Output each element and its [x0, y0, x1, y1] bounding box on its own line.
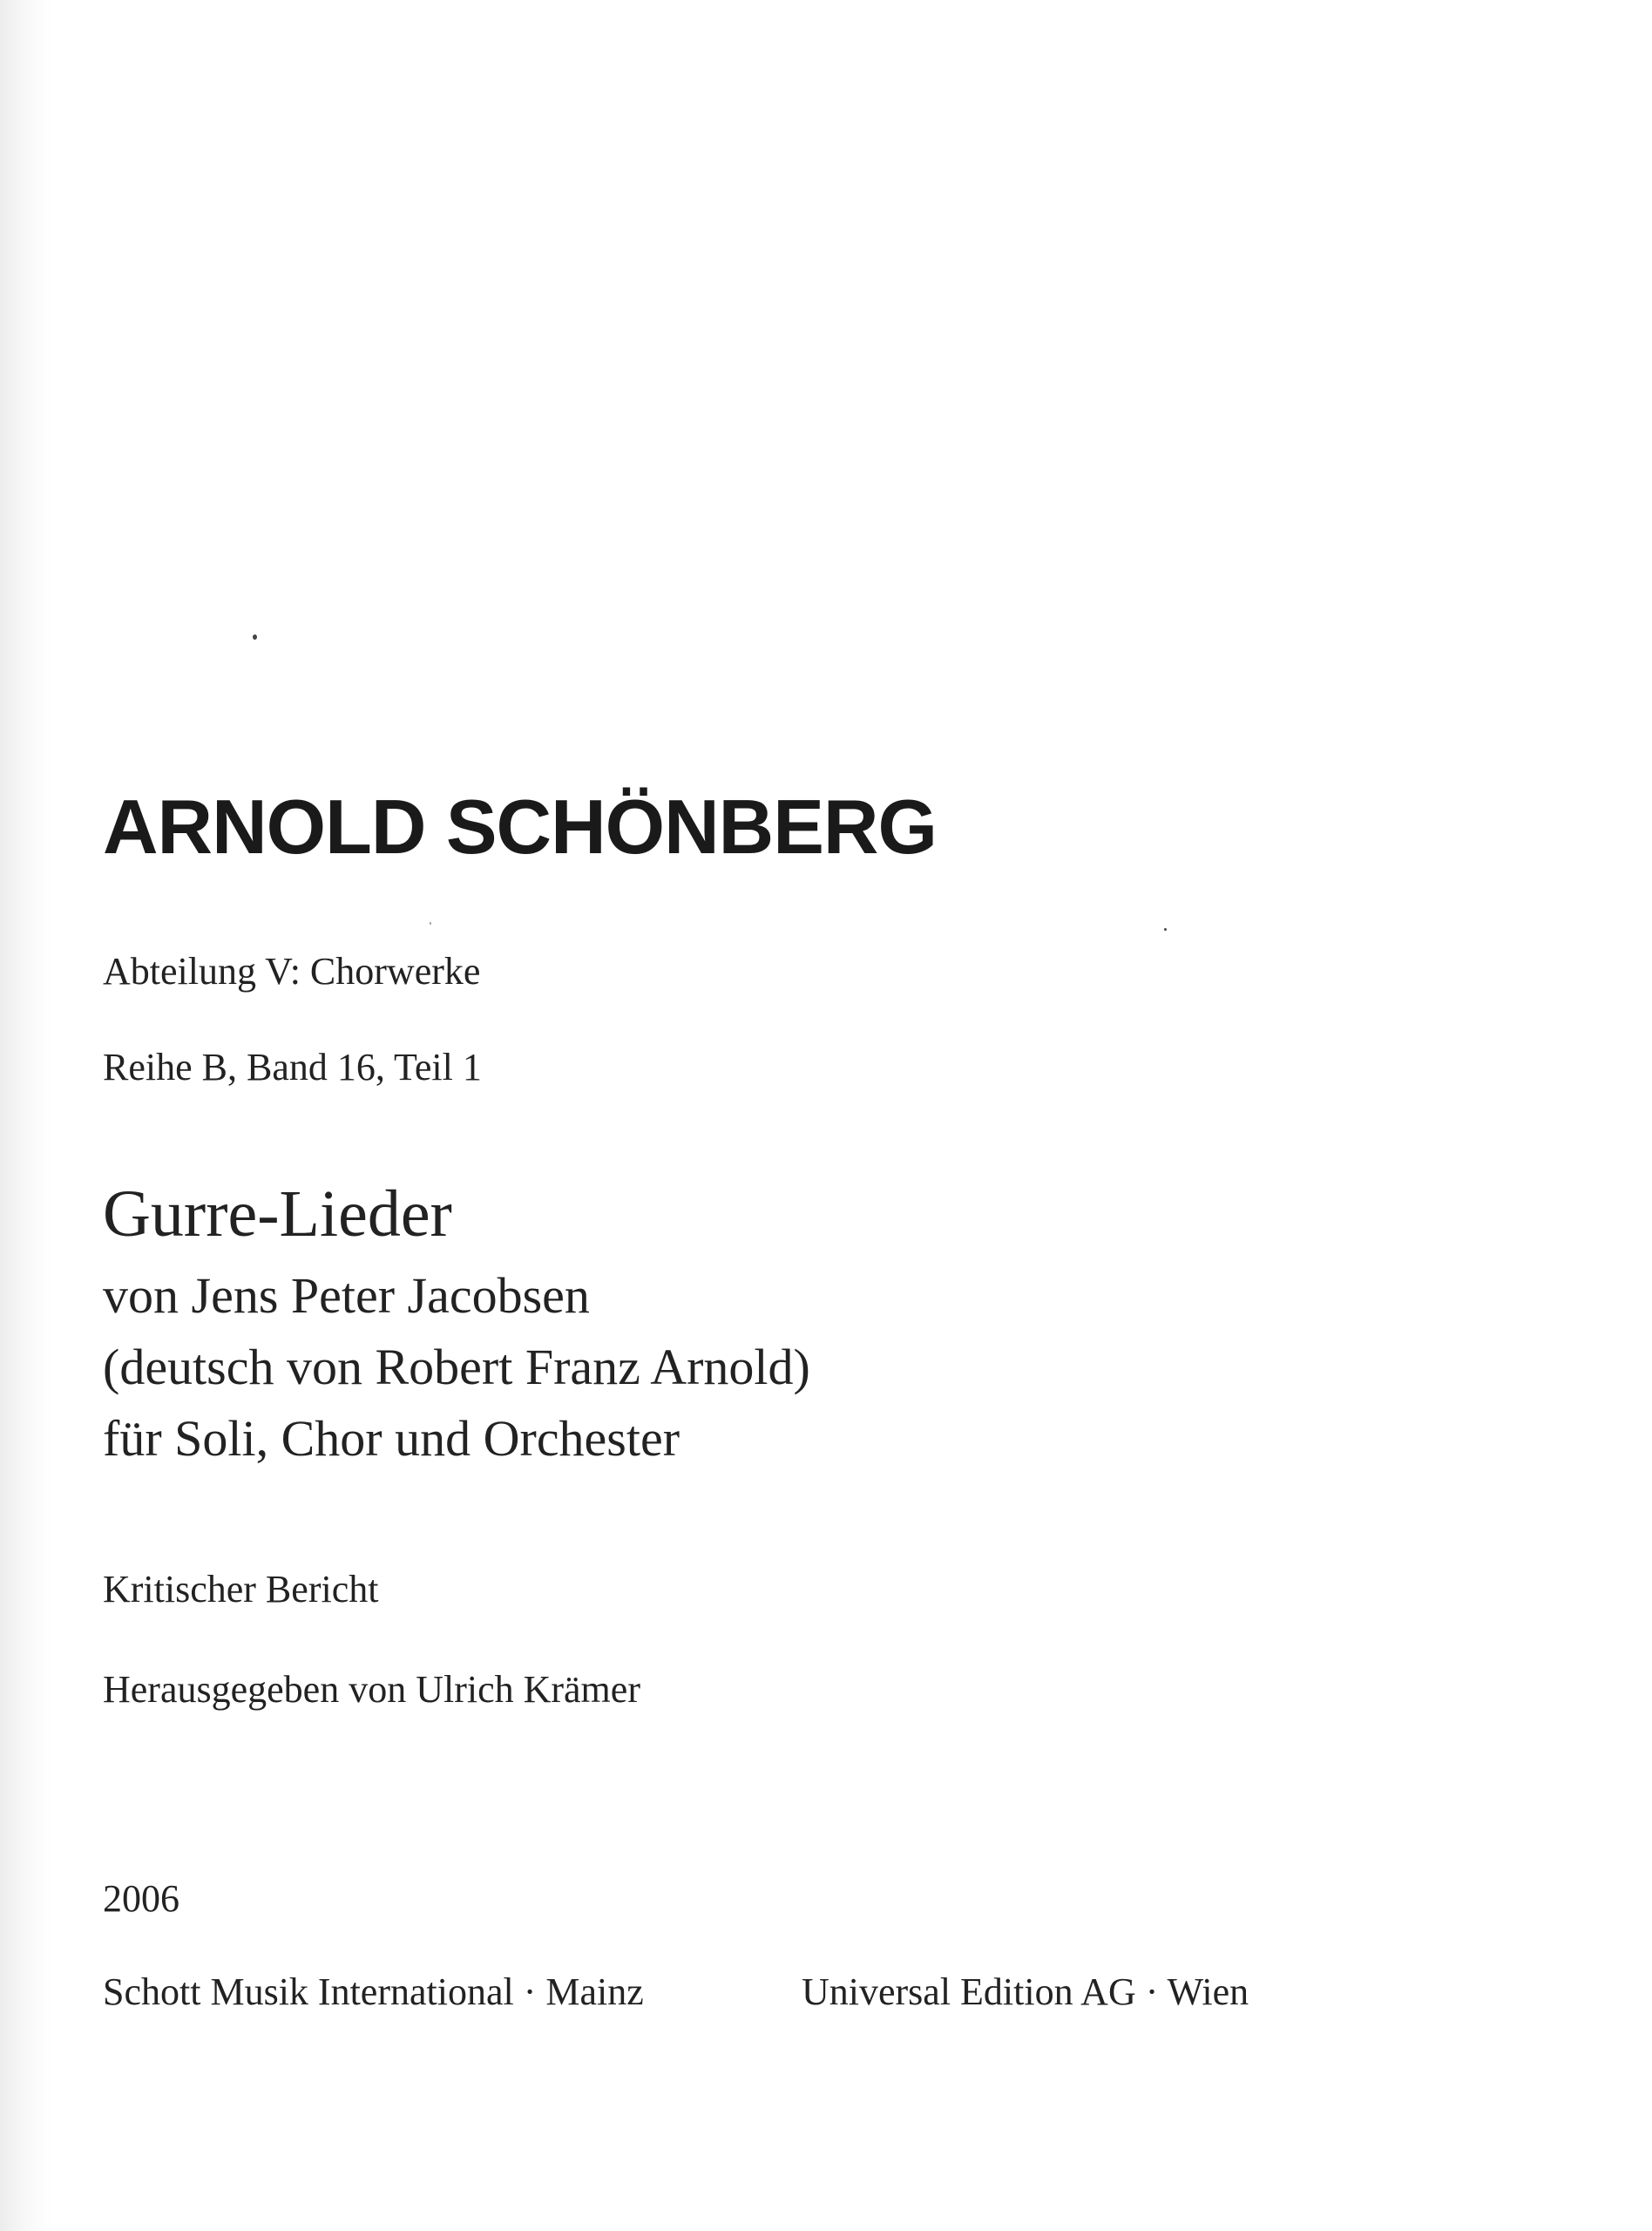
paper-speck — [430, 922, 431, 925]
work-subtitle-line-2: (deutsch von Robert Franz Arnold) — [103, 1339, 810, 1395]
composer-name: ARNOLD SCHÖNBERG — [103, 783, 937, 870]
report-label: Kritischer Bericht — [103, 1568, 379, 1611]
work-subtitle-line-3: für Soli, Chor und Orchester — [103, 1410, 680, 1467]
section-label: Abteilung V: Chorwerke — [103, 950, 481, 993]
work-title: Gurre-Lieder — [103, 1177, 452, 1251]
editor-credit: Herausgegeben von Ulrich Krämer — [103, 1668, 640, 1711]
paper-speck — [253, 634, 257, 640]
work-subtitle-line-1: von Jens Peter Jacobsen — [103, 1267, 590, 1324]
publication-year: 2006 — [103, 1877, 179, 1920]
paper-speck — [1164, 928, 1167, 931]
series-label: Reihe B, Band 16, Teil 1 — [103, 1046, 482, 1088]
publisher-2: Universal Edition AG · Wien — [802, 1970, 1249, 2013]
publisher-1: Schott Musik International · Mainz — [103, 1970, 644, 2013]
